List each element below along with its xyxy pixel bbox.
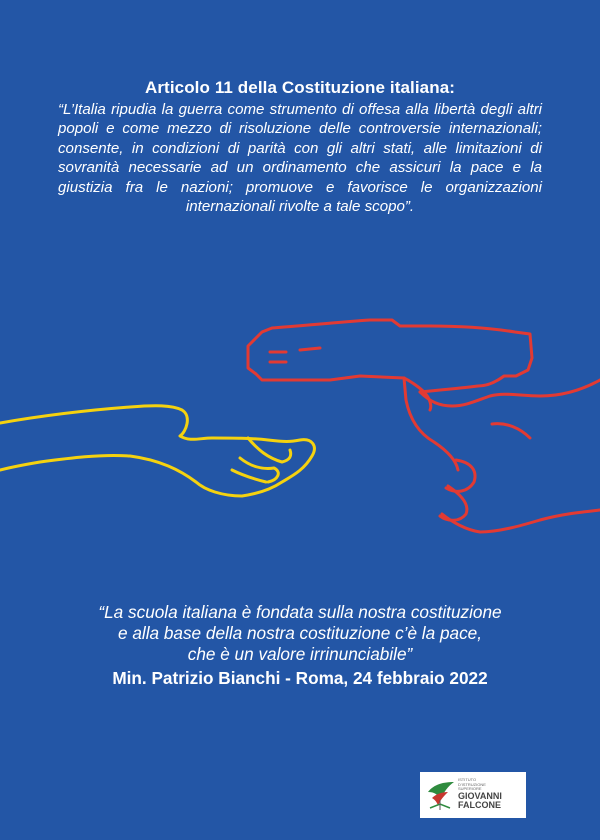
hand-and-gun-illustration — [0, 310, 600, 540]
article-text: “L’Italia ripudia la guerra come strumento di offesa alla libertà degli altri popoli e come mezzo di risoluzione delle controversie internazionali; consente, in condizioni di parità con gli altri stati, alle limitazioni di sovranità necessarie ad un ordinamento che assicuri la pace e la giustizia fra le nazioni; promuove e favorisce le organizzazioni internazionali rivolte a tale scopo”. — [58, 101, 542, 216]
logo-line-2: D'ISTRUZIONE — [458, 781, 486, 787]
pistol-hand-icon — [248, 320, 600, 532]
article-title: Articolo 11 della Costituzione italiana: — [144, 78, 456, 97]
quote-line-3: che è un valore irrinunciabile” — [187, 644, 413, 664]
logo-name-1: GIOVANNI — [458, 790, 502, 801]
article-section — [58, 78, 542, 216]
quote-author: Min. Patrizio Bianchi - Roma, 24 febbraio 2022 — [112, 668, 488, 688]
logo-emblem-icon — [426, 778, 456, 812]
quote-section — [30, 602, 570, 689]
logo-name-2: FALCONE — [458, 800, 502, 811]
quote-line-1: “La scuola italiana è fondata sulla nostra costituzione — [98, 602, 502, 622]
logo-line-3: SUPERIORE — [458, 786, 482, 792]
quote-line-2: e alla base della nostra costituzione c’è la pace, — [117, 623, 483, 643]
open-hand-icon — [0, 406, 314, 496]
logo-text — [458, 778, 524, 811]
logo-line-1: ISTITUTO — [458, 777, 477, 782]
school-logo — [420, 772, 526, 818]
